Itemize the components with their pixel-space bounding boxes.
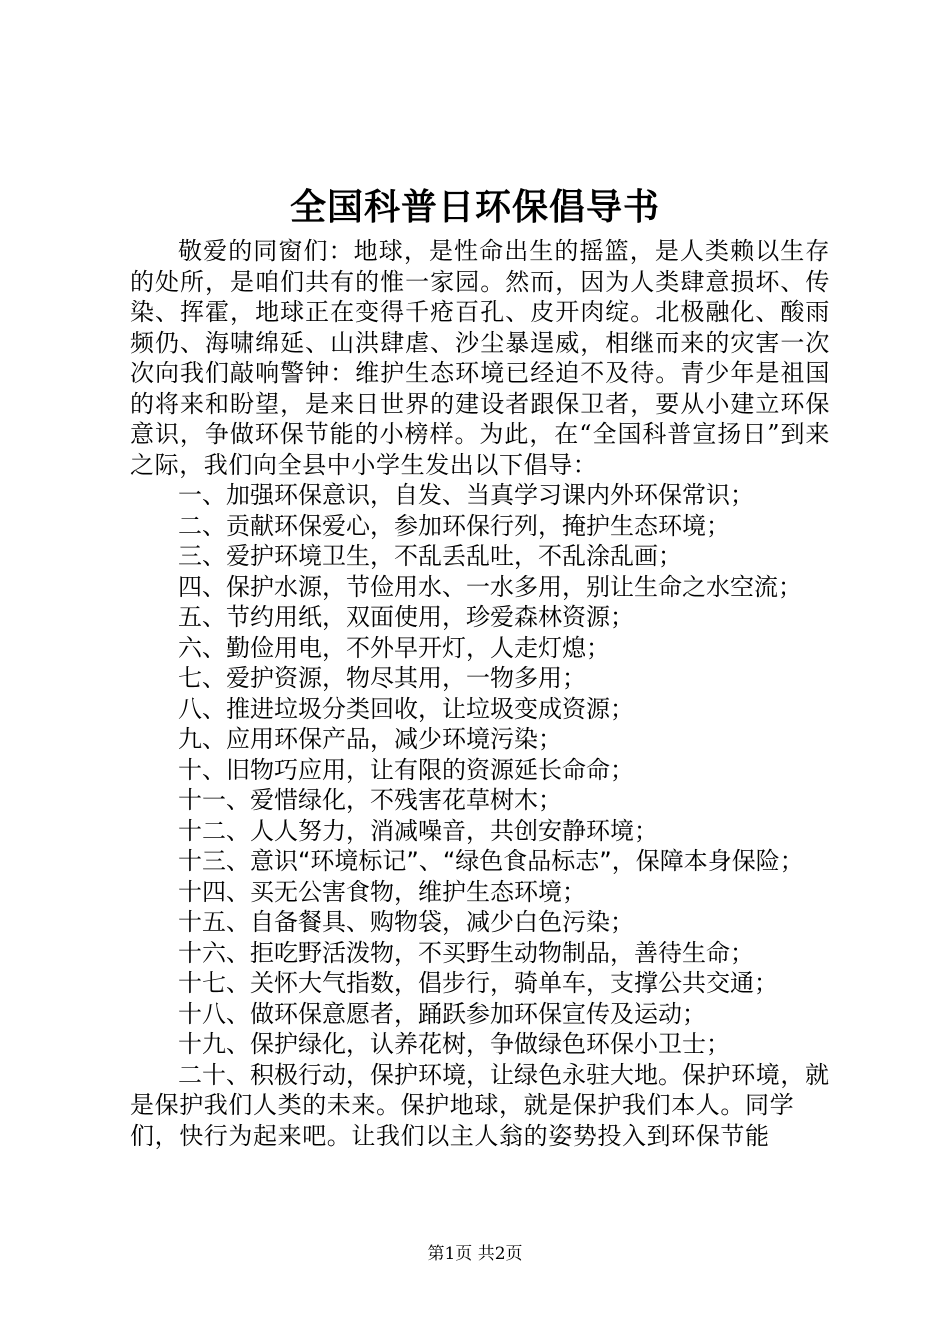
- proposal-item: 十三、意识“环境标记”、“绿色食品标志”，保障本身保险；: [178, 847, 804, 875]
- intro-paragraph: 敬爱的同窗们：地球，是性命出生的摇篮，是人类赖以生存的处所，是咱们共有的惟一家园。然而，因为人类肆意损坏、传染、挥霍，地球正在变得千疮百孔、皮开肉绽。北极融化、酸雨频仍、海啸绵延、山洪肆虐、沙尘暴逞威，相继而来的灾害一次次向我们敲响警钟：维护生态环境已经迫不及待。青少年是祖国的将来和盼望，是来日世界的建设者跟保卫者，要从小建立环保意识，争做环保节能的小榜样。为此，在“全国科普宣扬日”到来之际，我们向全县中小学生发出以下倡导：: [130, 237, 830, 479]
- proposal-item: 七、爱护资源，物尽其用，一物多用；: [178, 664, 586, 692]
- proposal-list: [130, 480, 830, 1060]
- document-title: 全国科普日环保倡导书: [289, 187, 660, 228]
- proposal-item: 九、应用环保产品，减少环境污染；: [178, 725, 562, 753]
- proposal-item: 一、加强环保意识，自发、当真学习课内外环保常识；: [178, 481, 754, 509]
- proposal-item: 五、节约用纸，双面使用，珍爱森林资源；: [178, 603, 634, 631]
- proposal-item: 十一、爱惜绿化，不残害花草树木；: [178, 786, 562, 814]
- proposal-item: 二、贡献环保爱心，参加环保行列，掩护生态环境；: [178, 511, 730, 540]
- closing-text: 保护环境，就是保护我们人类的未来。保护地球，就是保护我们本人。同学们，快行为起来吧。让我们以主人翁的姿势投入到环保节能: [130, 1060, 830, 1150]
- proposal-item: 十七、关怀大气指数，倡步行，骑单车，支撑公共交通；: [178, 969, 778, 997]
- proposal-item: 十五、自备餐具、购物袋，减少白色污染；: [178, 908, 634, 936]
- document-body: [130, 236, 830, 1151]
- proposal-item: 八、推进垃圾分类回收，让垃圾变成资源；: [178, 694, 634, 723]
- last-proposal-item: [130, 1060, 830, 1152]
- proposal-item: 十六、拒吃野活泼物，不买野生动物制品，善待生命；: [178, 938, 754, 967]
- proposal-item: 十、旧物巧应用，让有限的资源延长命命；: [178, 755, 634, 784]
- last-item-text: 二十、积极行动，保护环境，让绿色永驻大地。: [178, 1060, 682, 1089]
- proposal-item: 十九、保护绿化，认养花树，争做绿色环保小卫士；: [178, 1030, 730, 1058]
- proposal-item: 十八、做环保意愿者，踊跃参加环保宣传及运动；: [178, 999, 706, 1028]
- proposal-item: 十二、人人努力，消减噪音，共创安静环境；: [178, 816, 658, 845]
- proposal-item: 六、勤俭用电，不外早开灯，人走灯熄；: [178, 633, 610, 662]
- proposal-item: 四、保护水源，节俭用水、一水多用，别让生命之水空流；: [178, 572, 802, 601]
- page-number: 第1页 共2页: [427, 1244, 523, 1264]
- proposal-item: 十四、买无公害食物，维护生态环境；: [178, 877, 586, 906]
- proposal-item: 三、爱护环境卫生，不乱丢乱吐，不乱涂乱画；: [178, 542, 682, 570]
